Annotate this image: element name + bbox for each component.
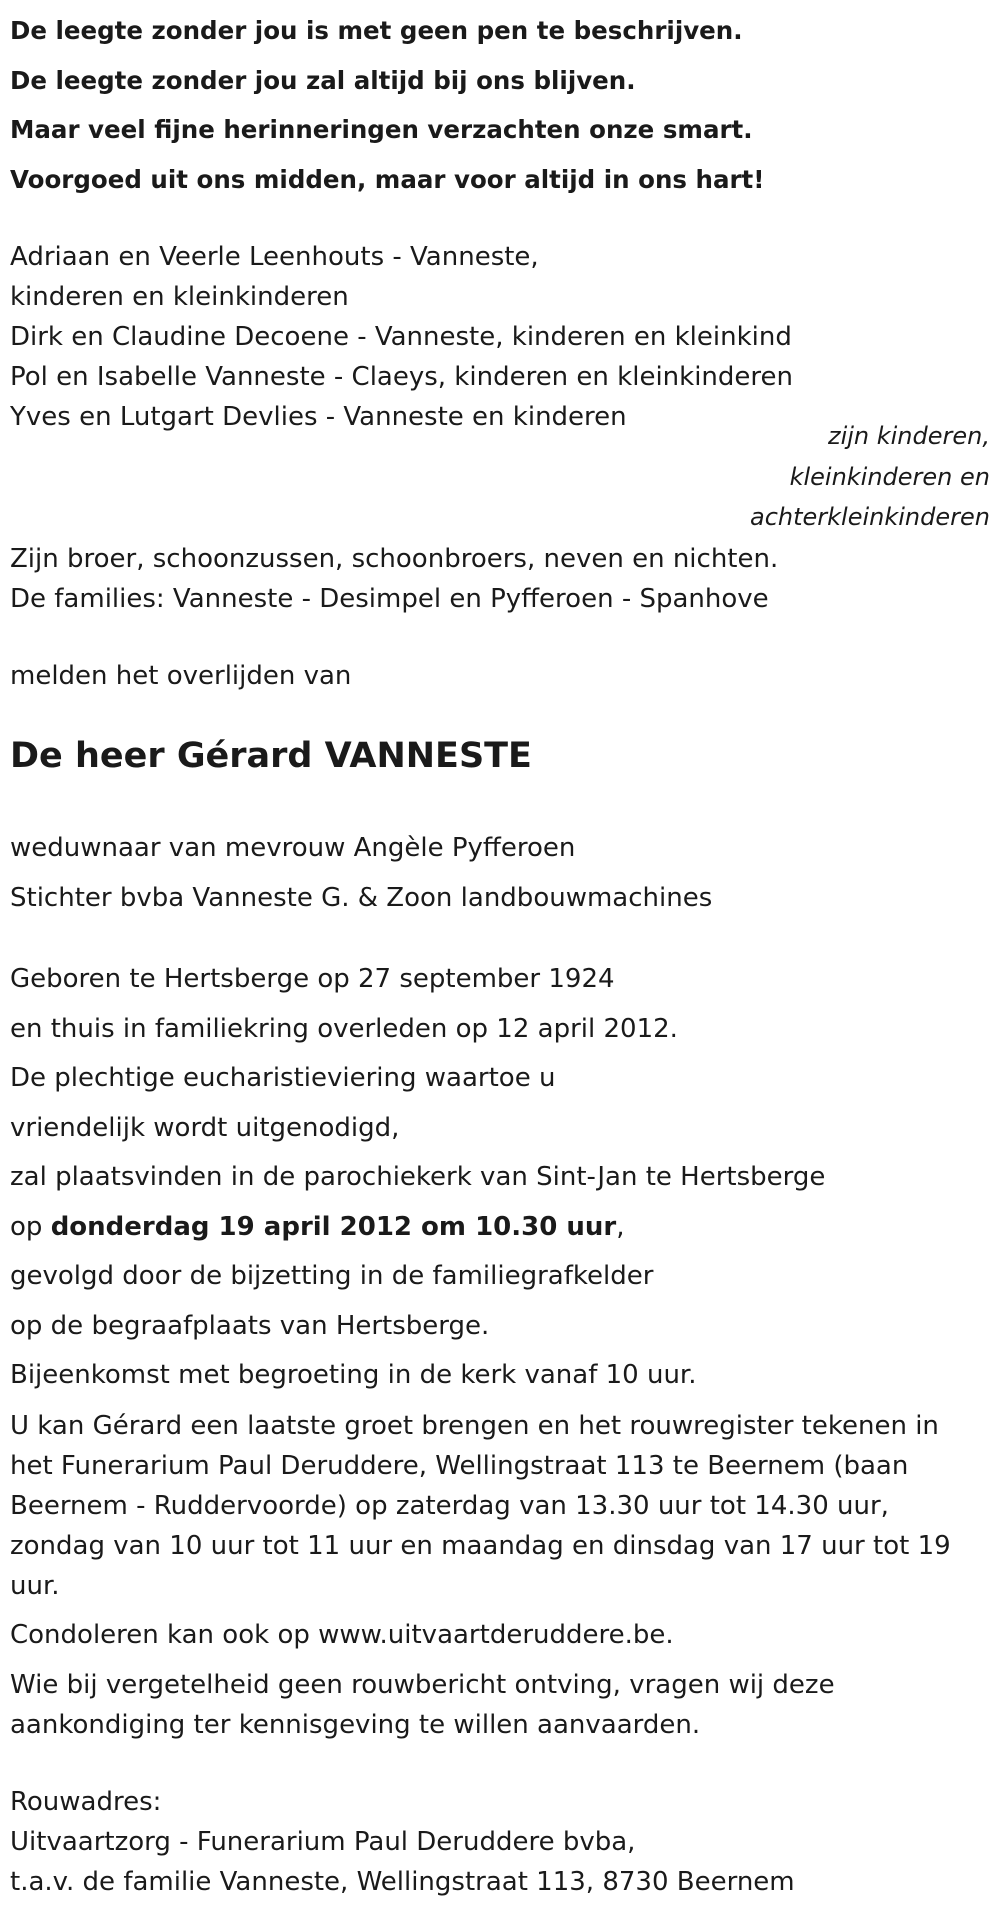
deceased-details xyxy=(10,824,712,923)
mass-line: De plechtige eucharistieviering waartoe u xyxy=(10,1063,556,1093)
detail-line: Stichter bvba Vanneste G. & Zoon landbouwmachines xyxy=(10,882,713,913)
address-line: Uitvaartzorg - Funerarium Paul Deruddere bvba, xyxy=(10,1827,636,1857)
condolence-line: Condoleren kan ook op www.uitvaartderuddere.be. xyxy=(10,1619,674,1650)
date-suffix: , xyxy=(616,1211,625,1242)
detail-line: weduwnaar van mevrouw Angèle Pyfferoen xyxy=(10,833,576,863)
address-line: t.a.v. de familie Vanneste, Wellingstraat 113, 8730 Beernem xyxy=(10,1867,795,1897)
family-list xyxy=(10,237,793,437)
mass-line: vriendelijk wordt uitgenodigd, xyxy=(10,1112,400,1143)
family-role-line: kleinkinderen en xyxy=(789,462,990,491)
date-prefix: op xyxy=(10,1211,51,1242)
address-label: Rouwadres: xyxy=(10,1787,162,1817)
family-more xyxy=(10,539,778,619)
family-line: Pol en Isabelle Vanneste - Claeys, kinderen en kleinkinderen xyxy=(10,362,793,392)
visitation-paragraph: U kan Gérard een laatste groet brengen en het rouwregister tekenen in het Funerarium Paul Deruddere, Wellingstraat 113 te Beernem (baan Beernem - Ruddervoorde) op zaterdag van 13.30 uur tot 14.30 uur, zondag van 10 uur tot 11 uur en maandag en dinsdag van 17 uur tot 19 uur. xyxy=(10,1410,951,1601)
poem-line: Maar veel fijne herinneringen verzachten onze smart. xyxy=(10,115,753,144)
mass-line: zal plaatsvinden in de parochiekerk van Sint-Jan te Hertsberge xyxy=(10,1162,826,1192)
burial-line: gevolgd door de bijzetting in de familiegrafkelder xyxy=(10,1261,654,1291)
family-line: De families: Vanneste - Desimpel en Pyfferoen - Spanhove xyxy=(10,584,769,614)
family-role xyxy=(690,416,990,538)
service-date-line xyxy=(10,1203,990,1253)
family-line: Yves en Lutgart Devlies - Vanneste en kinderen xyxy=(10,402,627,432)
service-date: donderdag 19 april 2012 om 10.30 uur xyxy=(50,1211,617,1242)
family-role-line: achterkleinkinderen xyxy=(750,503,990,531)
poem-line: Voorgoed uit ons midden, maar voor altijd in ons hart! xyxy=(10,164,765,194)
death-line: en thuis in familiekring overleden op 12 april 2012. xyxy=(10,1013,678,1044)
service-details xyxy=(10,955,990,1750)
announcement: melden het overlijden van xyxy=(10,661,352,691)
burial-line: op de begraafplaats van Hertsberge. xyxy=(10,1310,490,1341)
family-role-line: zijn kinderen, xyxy=(827,422,990,450)
poem xyxy=(10,6,764,204)
poem-line: De leegte zonder jou zal altijd bij ons blijven. xyxy=(10,65,636,95)
deceased-name: De heer Gérard VANNESTE xyxy=(10,736,532,776)
family-line: Adriaan en Veerle Leenhouts - Vanneste, xyxy=(10,242,539,272)
mourning-address xyxy=(10,1782,795,1902)
notice-paragraph: Wie bij vergetelheid geen rouwbericht ontving, vragen wij deze aankondiging ter kennisgeving te willen aanvaarden. xyxy=(10,1670,835,1740)
family-line: Dirk en Claudine Decoene - Vanneste, kinderen en kleinkind xyxy=(10,322,792,352)
birth-line: Geboren te Hertsberge op 27 september 1924 xyxy=(10,964,615,994)
family-line: kinderen en kleinkinderen xyxy=(10,282,349,312)
family-line: Zijn broer, schoonzussen, schoonbroers, neven en nichten. xyxy=(10,544,779,574)
gathering-line: Bijeenkomst met begroeting in de kerk vanaf 10 uur. xyxy=(10,1360,697,1390)
poem-line: De leegte zonder jou is met geen pen te beschrijven. xyxy=(10,16,743,45)
